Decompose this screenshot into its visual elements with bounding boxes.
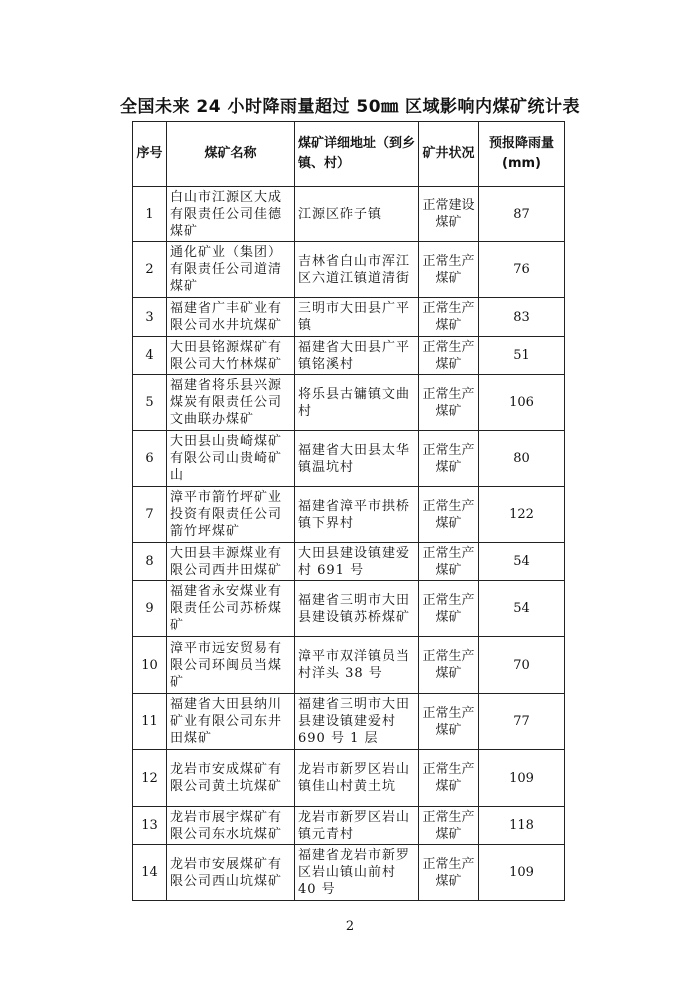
row-seq: 8 (133, 543, 167, 581)
row-address: 将乐县古镛镇文曲村 (295, 375, 419, 431)
table-row (133, 431, 565, 487)
row-mine-name: 白山市江源区大成有限责任公司佳德煤矿 (167, 187, 295, 242)
row-address: 吉林省白山市浑江区六道江镇道清街 (295, 242, 419, 298)
table-row (133, 750, 565, 807)
row-seq: 10 (133, 637, 167, 694)
row-status: 正常生产煤矿 (419, 807, 479, 845)
row-status: 正常生产煤矿 (419, 845, 479, 901)
row-status: 正常生产煤矿 (419, 750, 479, 807)
row-status: 正常生产煤矿 (419, 431, 479, 487)
row-rainfall: 76 (479, 242, 565, 298)
table-row (133, 242, 565, 298)
table-row (133, 543, 565, 581)
row-address: 三明市大田县广平镇 (295, 298, 419, 337)
row-rainfall: 83 (479, 298, 565, 337)
row-seq: 7 (133, 487, 167, 543)
table-row (133, 637, 565, 694)
table-row (133, 845, 565, 901)
header-address: 煤矿详细地址（到乡镇、村） (295, 122, 419, 187)
row-status: 正常生产煤矿 (419, 298, 479, 337)
row-mine-name: 大田县丰源煤业有限公司西井田煤矿 (167, 543, 295, 581)
row-mine-name: 通化矿业（集团）有限责任公司道清煤矿 (167, 242, 295, 298)
header-rainfall: 预报降雨量(mm) (479, 122, 565, 187)
row-mine-name: 龙岩市展宇煤矿有限公司东水坑煤矿 (167, 807, 295, 845)
row-address: 福建省漳平市拱桥镇下界村 (295, 487, 419, 543)
row-rainfall: 118 (479, 807, 565, 845)
table-row (133, 581, 565, 637)
row-rainfall: 109 (479, 845, 565, 901)
row-rainfall: 54 (479, 543, 565, 581)
row-mine-name: 龙岩市安展煤矿有限公司西山坑煤矿 (167, 845, 295, 901)
row-rainfall: 51 (479, 337, 565, 375)
coal-mine-table (132, 121, 565, 901)
row-rainfall: 106 (479, 375, 565, 431)
row-address: 龙岩市新罗区岩山镇元青村 (295, 807, 419, 845)
row-seq: 1 (133, 187, 167, 242)
row-rainfall: 122 (479, 487, 565, 543)
row-address: 福建省大田县太华镇温坑村 (295, 431, 419, 487)
row-rainfall: 77 (479, 694, 565, 750)
table-row (133, 694, 565, 750)
row-status: 正常生产煤矿 (419, 242, 479, 298)
row-status: 正常生产煤矿 (419, 337, 479, 375)
row-address: 福建省龙岩市新罗区岩山镇山前村 40 号 (295, 845, 419, 901)
document-title: 全国未来 24 小时降雨量超过 50㎜ 区域影响内煤矿统计表 (120, 97, 580, 117)
table-row (133, 337, 565, 375)
row-address: 福建省三明市大田县建设镇建爱村 690 号 1 层 (295, 694, 419, 750)
row-mine-name: 福建省大田县纳川矿业有限公司东井田煤矿 (167, 694, 295, 750)
row-rainfall: 80 (479, 431, 565, 487)
row-mine-name: 大田县铭源煤矿有限公司大竹林煤矿 (167, 337, 295, 375)
row-seq: 4 (133, 337, 167, 375)
row-seq: 5 (133, 375, 167, 431)
row-mine-name: 大田县山贵崎煤矿有限公司山贵崎矿山 (167, 431, 295, 487)
header-status: 矿井状况 (419, 122, 479, 187)
header-seq: 序号 (133, 122, 167, 187)
row-mine-name: 漳平市远安贸易有限公司环闽员当煤矿 (167, 637, 295, 694)
row-seq: 13 (133, 807, 167, 845)
row-address: 江源区砟子镇 (295, 187, 419, 242)
row-address: 福建省三明市大田县建设镇苏桥煤矿 (295, 581, 419, 637)
row-status: 正常生产煤矿 (419, 375, 479, 431)
table-row (133, 375, 565, 431)
page-number: 2 (345, 919, 355, 934)
row-mine-name: 福建省永安煤业有限责任公司苏桥煤矿 (167, 581, 295, 637)
row-mine-name: 福建省将乐县兴源煤炭有限责任公司文曲联办煤矿 (167, 375, 295, 431)
row-rainfall: 109 (479, 750, 565, 807)
row-rainfall: 87 (479, 187, 565, 242)
header-row (133, 122, 565, 187)
row-seq: 3 (133, 298, 167, 337)
table-row (133, 298, 565, 337)
table-row (133, 187, 565, 242)
row-status: 正常建设煤矿 (419, 187, 479, 242)
row-mine-name: 福建省广丰矿业有限公司水井坑煤矿 (167, 298, 295, 337)
row-address: 大田县建设镇建爱村 691 号 (295, 543, 419, 581)
row-seq: 2 (133, 242, 167, 298)
row-rainfall: 54 (479, 581, 565, 637)
row-seq: 14 (133, 845, 167, 901)
table-row (133, 807, 565, 845)
row-seq: 12 (133, 750, 167, 807)
row-status: 正常生产煤矿 (419, 694, 479, 750)
row-seq: 9 (133, 581, 167, 637)
row-address: 漳平市双洋镇员当村洋头 38 号 (295, 637, 419, 694)
row-seq: 11 (133, 694, 167, 750)
row-seq: 6 (133, 431, 167, 487)
row-status: 正常生产煤矿 (419, 543, 479, 581)
row-address: 龙岩市新罗区岩山镇佳山村黄土坑 (295, 750, 419, 807)
header-name: 煤矿名称 (167, 122, 295, 187)
row-status: 正常生产煤矿 (419, 637, 479, 694)
row-rainfall: 70 (479, 637, 565, 694)
row-mine-name: 漳平市箭竹坪矿业投资有限责任公司箭竹坪煤矿 (167, 487, 295, 543)
row-status: 正常生产煤矿 (419, 487, 479, 543)
row-status: 正常生产煤矿 (419, 581, 479, 637)
row-address: 福建省大田县广平镇铭溪村 (295, 337, 419, 375)
table-row (133, 487, 565, 543)
row-mine-name: 龙岩市安成煤矿有限公司黄土坑煤矿 (167, 750, 295, 807)
